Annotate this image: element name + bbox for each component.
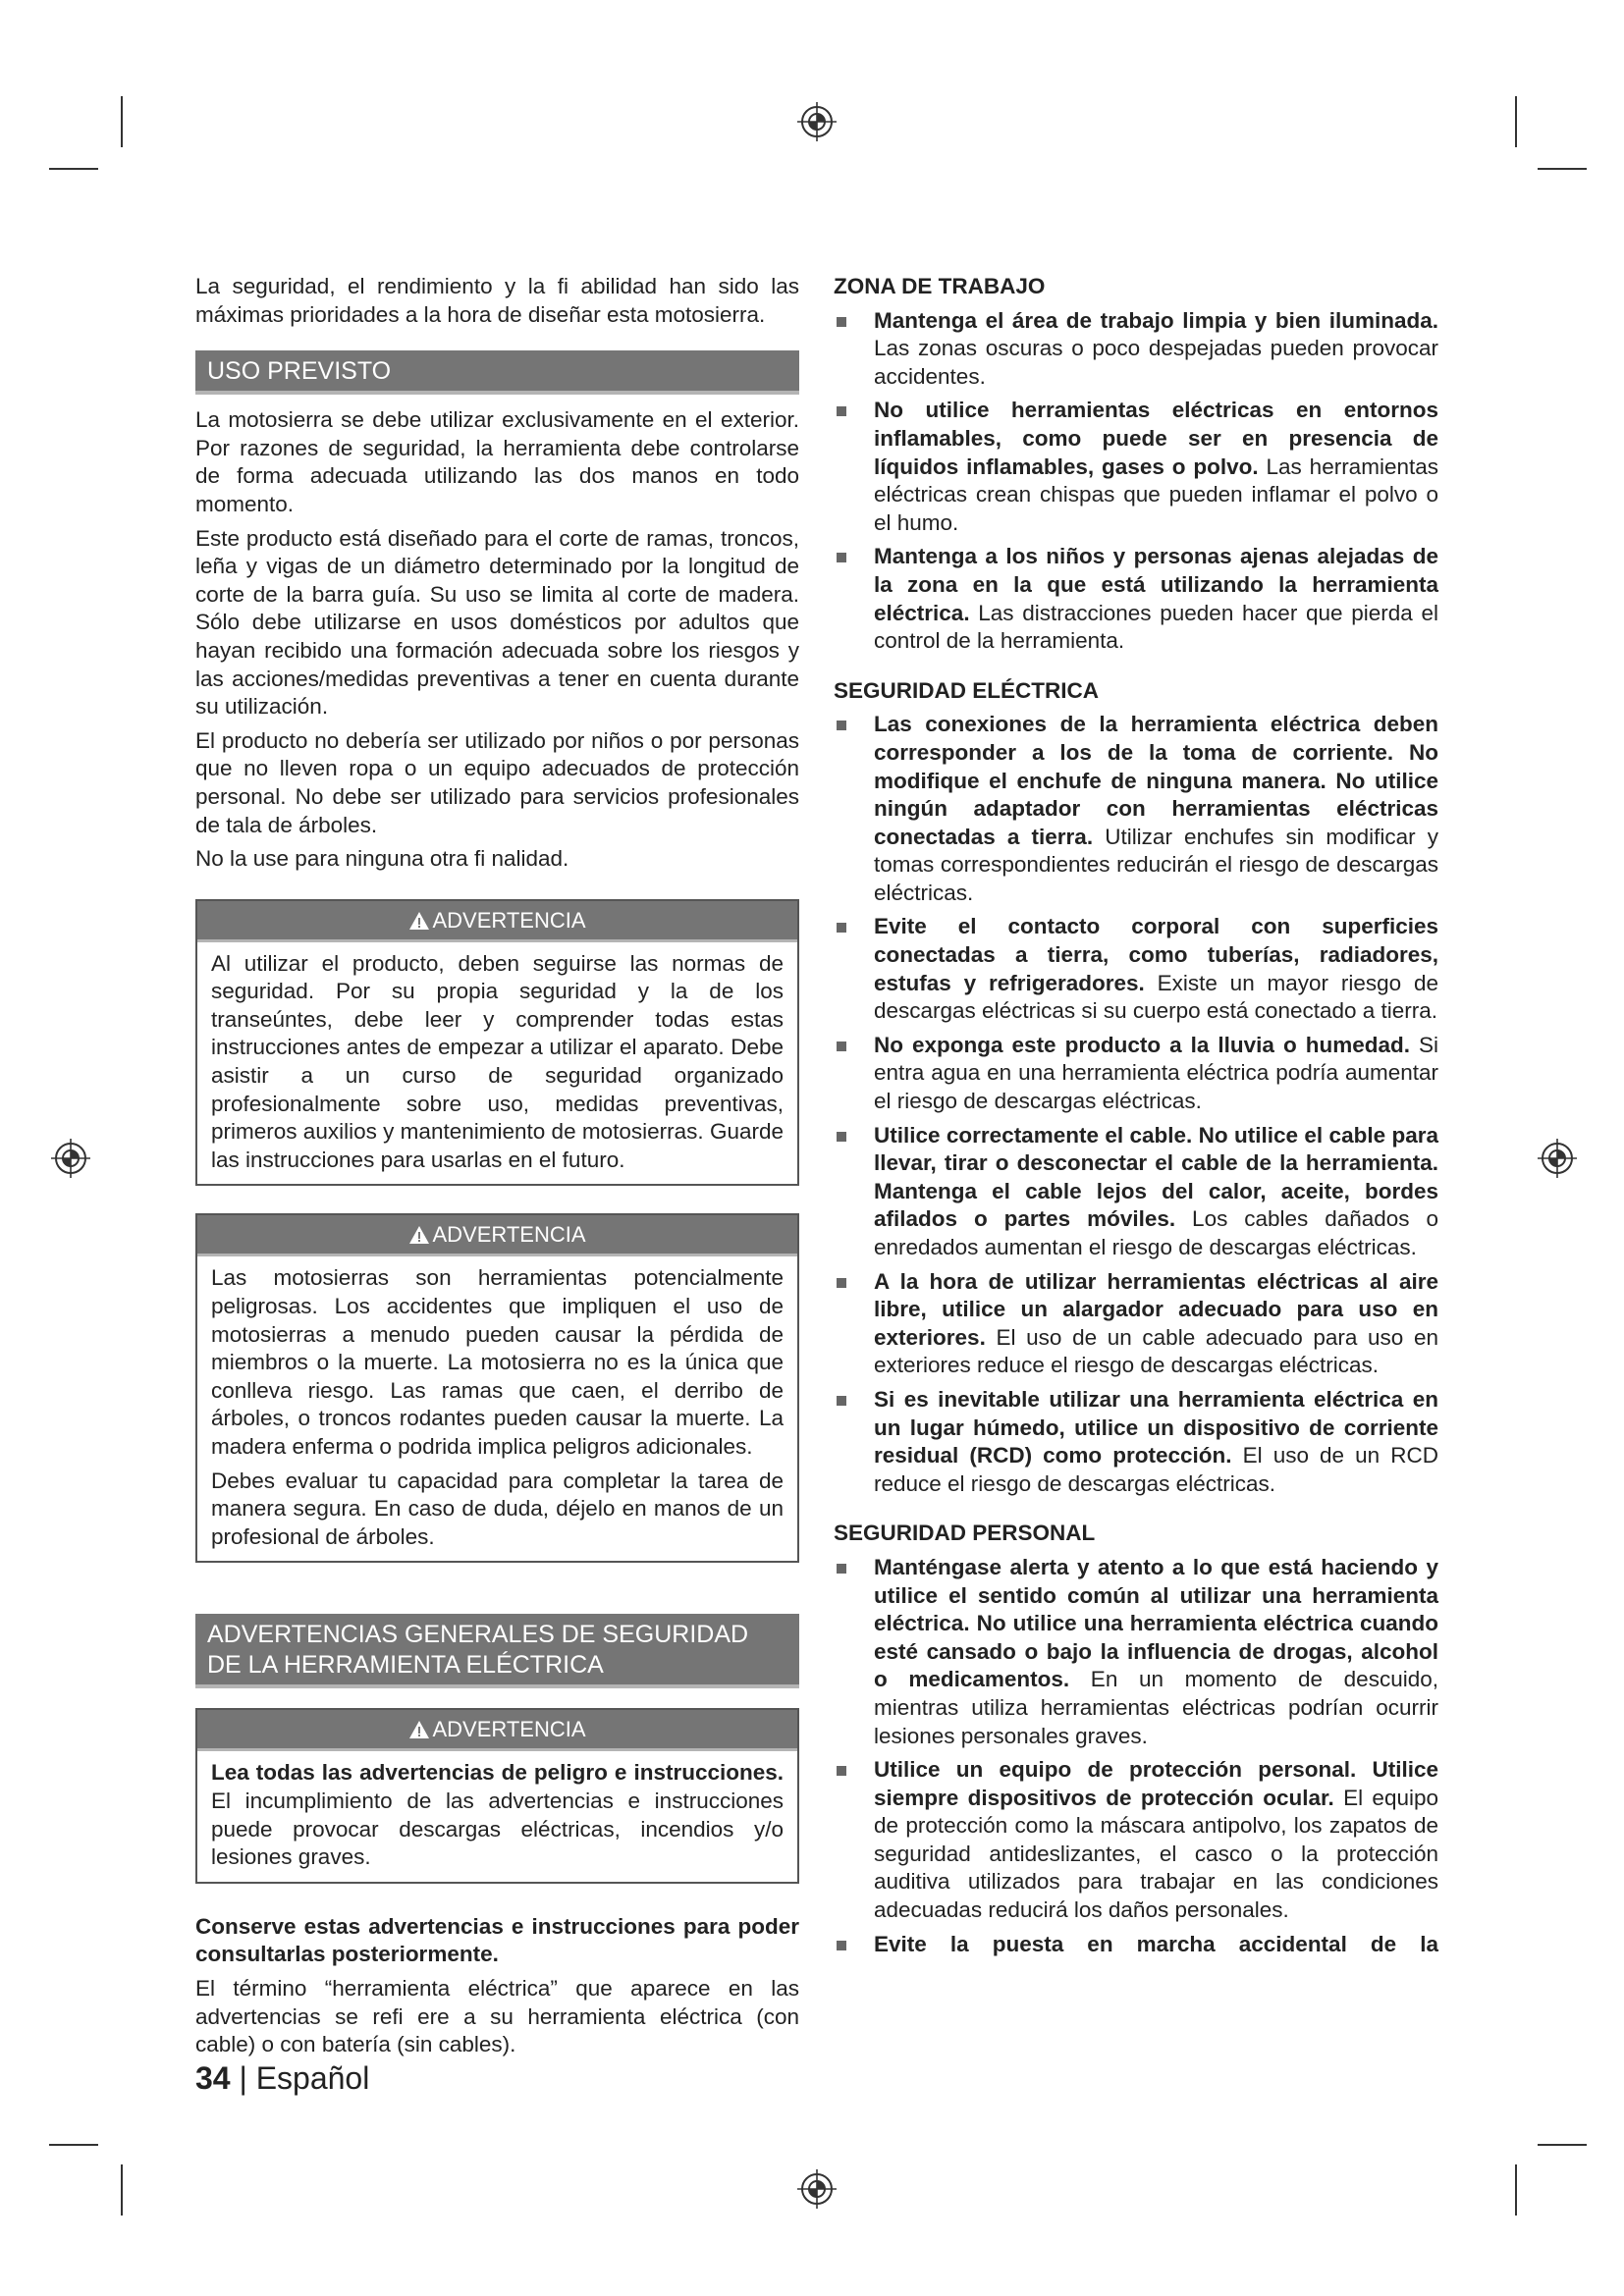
footer-language: Español	[255, 2060, 370, 2096]
list-item	[834, 307, 1438, 392]
list-item-text: Existe un mayor riesgo de descargas eléctricas si su cuerpo está conectado a tierra.	[874, 970, 1438, 1024]
crop-mark	[121, 2164, 123, 2216]
list-item-text: En un momento de descuido, mientras utiliza herramientas eléctricas podrían ocurrir lesiones personales graves.	[874, 1667, 1438, 1748]
bullet-square-icon	[837, 1564, 846, 1574]
page-footer	[195, 2058, 369, 2098]
list-item-bold: Las conexiones de la herramienta eléctrica deben corresponder a los de la toma de corriente. No modifique el enchufe de ninguna manera. No utilice ningún adaptador con herramientas eléctricas conectadas a tierra.	[874, 712, 1438, 849]
list-item	[834, 397, 1438, 537]
warning-header	[197, 901, 797, 942]
page-number: 34	[195, 2060, 231, 2096]
warning-body-3	[197, 1751, 797, 1881]
warning-3-text: El incumplimiento de las advertencias e instrucciones puede provocar descargas eléctricas, incendios y/o lesiones graves.	[211, 1788, 784, 1870]
list-item-bold: Manténgase alerta y atento a lo que está haciendo y utilice el sentido común al utilizar una herramienta eléctrica. No utilice una herramienta eléctrica cuando esté cansado o bajo la influencia de drogas, alcohol o medicamentos.	[874, 1554, 1438, 1692]
uso-paragraph-2: Este producto está diseñado para el corte de ramas, troncos, leña y vigas de un diámetro determinado por la longitud de corte de la barra guía. Su uso se limita al corte de madera. Sólo debe utilizarse en usos domésticos por adultos que hayan recibido una formación adecuada sobre los riesgos y las acciones/medidas preventivas a tener en cuenta durante su utilización.	[195, 525, 799, 720]
list-item	[834, 711, 1438, 907]
warning-title: ADVERTENCIA	[432, 907, 586, 933]
list-item-text: Las distracciones pueden hacer que pierda el control de la herramienta.	[874, 600, 1438, 654]
conserve-paragraph	[195, 1913, 799, 1969]
bullet-square-icon	[837, 1941, 846, 1950]
uso-paragraph-4: No la use para ninguna otra fi nalidad.	[195, 846, 569, 872]
list-item	[834, 1931, 1438, 1959]
warning-3-bold: Lea todas las advertencias de peligro e instrucciones.	[211, 1760, 784, 1786]
list-item	[834, 1554, 1438, 1750]
list-item-bold: A la hora de utilizar herramientas eléctricas al aire libre, utilice un alargador adecuado para uso en exteriores.	[874, 1268, 1438, 1350]
registration-target-icon	[797, 102, 837, 141]
list-item-bold: Evite la puesta en marcha accidental de la	[874, 1931, 1438, 1956]
electrica-list	[834, 711, 1438, 1498]
crop-mark	[1538, 168, 1587, 170]
list-item-bold: Mantenga el área de trabajo limpia y bien iluminada.	[874, 307, 1438, 333]
list-item-bold: Utilice un equipo de protección personal. Utilice siempre dispositivos de protección ocular.	[874, 1757, 1438, 1810]
list-item	[834, 543, 1438, 655]
warning-box-3	[195, 1708, 799, 1883]
bullet-square-icon	[837, 1278, 846, 1288]
list-item-text: El uso de un cable adecuado para uso en exteriores reduce el riesgo de descargas eléctricas.	[874, 1324, 1438, 1378]
intro-paragraph: La seguridad, el rendimiento y la fi abilidad han sido las máximas prioridades a la hora de diseñar esta motosierra.	[195, 274, 799, 327]
registration-target-icon	[797, 2169, 837, 2209]
section-heading-line-1: ADVERTENCIAS GENERALES DE SEGURIDAD	[207, 1621, 749, 1649]
list-item-bold: Si es inevitable utilizar una herramienta eléctrica en un lugar húmedo, utilice un dispositivo de corriente residual (RCD) como protección.	[874, 1386, 1438, 1468]
right-column	[834, 273, 1438, 1964]
section-heading-advertencias-generales	[195, 1614, 799, 1688]
list-item-text: Las zonas oscuras o poco despejadas pueden provocar accidentes.	[874, 336, 1438, 389]
bullet-square-icon	[837, 1041, 846, 1051]
crop-mark	[1515, 2164, 1517, 2216]
list-item-bold: Evite el contacto corporal con superficies conectadas a tierra, como tuberías, radiadores, estufas y refrigeradores.	[874, 914, 1438, 995]
list-item-text: Utilizar enchufes sin modificar y tomas correspondientes reducirán el riesgo de descargas eléctricas.	[874, 824, 1438, 905]
list-item	[834, 1268, 1438, 1380]
bullet-square-icon	[837, 1766, 846, 1776]
list-item-bold: No utilice herramientas eléctricas en entornos inflamables, como puede ser en presencia de líquidos inflamables, gases o polvo.	[874, 398, 1438, 479]
subheading-seguridad-personal: SEGURIDAD PERSONAL	[834, 1521, 1096, 1546]
list-item-bold: No exponga este producto a la lluvia o humedad.	[874, 1032, 1410, 1057]
list-item	[834, 1032, 1438, 1116]
warning-title: ADVERTENCIA	[432, 1222, 586, 1248]
section-heading-uso-previsto: USO PREVISTO	[195, 350, 799, 395]
uso-paragraph-1: La motosierra se debe utilizar exclusivamente en el exterior. Por razones de seguridad, la herramienta debe controlarse de forma adecuada utilizando las dos manos en todo momento.	[195, 407, 799, 516]
list-item	[834, 1756, 1438, 1925]
warning-body-2	[197, 1256, 797, 1561]
warning-triangle-icon	[408, 911, 430, 931]
crop-mark	[121, 96, 123, 147]
list-item-bold: Utilice correctamente el cable. No utilice el cable para llevar, tirar o desconectar el cable de la herramienta. Mantenga el cable lejos del calor, aceite, bordes afilados o partes móviles.	[874, 1122, 1438, 1232]
list-item-text: Las herramientas eléctricas crean chispas que pueden inflamar el polvo o el humo.	[874, 454, 1438, 535]
warning-title: ADVERTENCIA	[432, 1717, 586, 1742]
subheading-zona-de-trabajo: ZONA DE TRABAJO	[834, 274, 1046, 298]
bullet-square-icon	[837, 721, 846, 730]
left-column	[195, 273, 799, 2065]
registration-target-icon	[51, 1139, 90, 1178]
conserve-bold: Conserve estas advertencias e instrucciones para poder consultarlas posteriormente.	[195, 1913, 799, 1967]
crop-mark	[49, 168, 98, 170]
warning-box-2	[195, 1213, 799, 1563]
bullet-square-icon	[837, 317, 846, 327]
warning-body-1: Al utilizar el producto, deben seguirse las normas de seguridad. Por su propia seguridad y la de los transeúntes, debe leer y comprender todas estas instrucciones antes de empezar a utilizar el aparato. Debe asistir a un curso de seguridad organizado profesionalmente sobre uso, medidas preventivas, primeros auxilios y mantenimiento de motosierras. Guarde las instrucciones para usarlas en el futuro.	[211, 950, 784, 1172]
crop-mark	[49, 2144, 98, 2146]
list-item	[834, 913, 1438, 1025]
list-item-text: Si entra agua en una herramienta eléctrica podría aumentar el riesgo de descargas eléctricas.	[874, 1032, 1438, 1114]
bullet-square-icon	[837, 1132, 846, 1142]
warning-header	[197, 1215, 797, 1256]
list-item-text: El equipo de protección como la máscara antipolvo, los zapatos de seguridad antideslizantes, el casco o la protección auditiva utilizados para trabajar en las condiciones adecuadas reducirá los daños personales.	[874, 1785, 1439, 1923]
list-item-bold: Mantenga a los niños y personas ajenas alejadas de la zona en la que está utilizando la herramienta eléctrica.	[874, 544, 1438, 625]
bullet-square-icon	[837, 1396, 846, 1406]
crop-mark	[1538, 2144, 1587, 2146]
list-item-text: El uso de un RCD reduce el riesgo de descargas eléctricas.	[874, 1443, 1439, 1496]
warning-2-paragraph-2: Debes evaluar tu capacidad para completar la tarea de manera segura. En caso de duda, déjelo en manos de un profesional de árboles.	[211, 1468, 784, 1549]
bullet-square-icon	[837, 923, 846, 933]
warning-triangle-icon	[408, 1720, 430, 1739]
warning-header	[197, 1710, 797, 1751]
warning-2-paragraph-1: Las motosierras son herramientas potencialmente peligrosas. Los accidentes que impliquen el uso de motosierras a menudo pueden causar la pérdida de miembros o la muerte. La motosierra no es la única que conlleva riesgo. Las ramas que caen, el derribo de árboles, o troncos rodantes pueden causar la muerte. La madera enferma o podrida implica peligros adicionales.	[211, 1265, 784, 1459]
subheading-seguridad-electrica: SEGURIDAD ELÉCTRICA	[834, 677, 1100, 703]
personal-list	[834, 1554, 1438, 1958]
registration-target-icon	[1538, 1139, 1577, 1178]
section-heading-line-2: DE LA HERRAMIENTA ELÉCTRICA	[207, 1651, 604, 1680]
crop-mark	[1515, 96, 1517, 147]
list-item	[834, 1122, 1438, 1262]
uso-paragraph-3: El producto no debería ser utilizado por niños o por personas que no lleven ropa o un equipo adecuados de protección personal. No debe ser utilizado para servicios profesionales de tala de árboles.	[195, 727, 799, 837]
termino-paragraph: El término “herramienta eléctrica” que aparece en las advertencias se refi ere a su herramienta eléctrica (con cable) o con batería (sin cables).	[195, 1975, 799, 2057]
list-item-text: Los cables dañados o enredados aumentan el riesgo de descargas eléctricas.	[874, 1206, 1438, 1259]
bullet-square-icon	[837, 553, 846, 562]
list-item	[834, 1386, 1438, 1498]
bullet-square-icon	[837, 406, 846, 416]
zona-list	[834, 307, 1438, 656]
warning-triangle-icon	[408, 1225, 430, 1245]
warning-box-1	[195, 899, 799, 1187]
footer-separator: |	[230, 2060, 256, 2096]
